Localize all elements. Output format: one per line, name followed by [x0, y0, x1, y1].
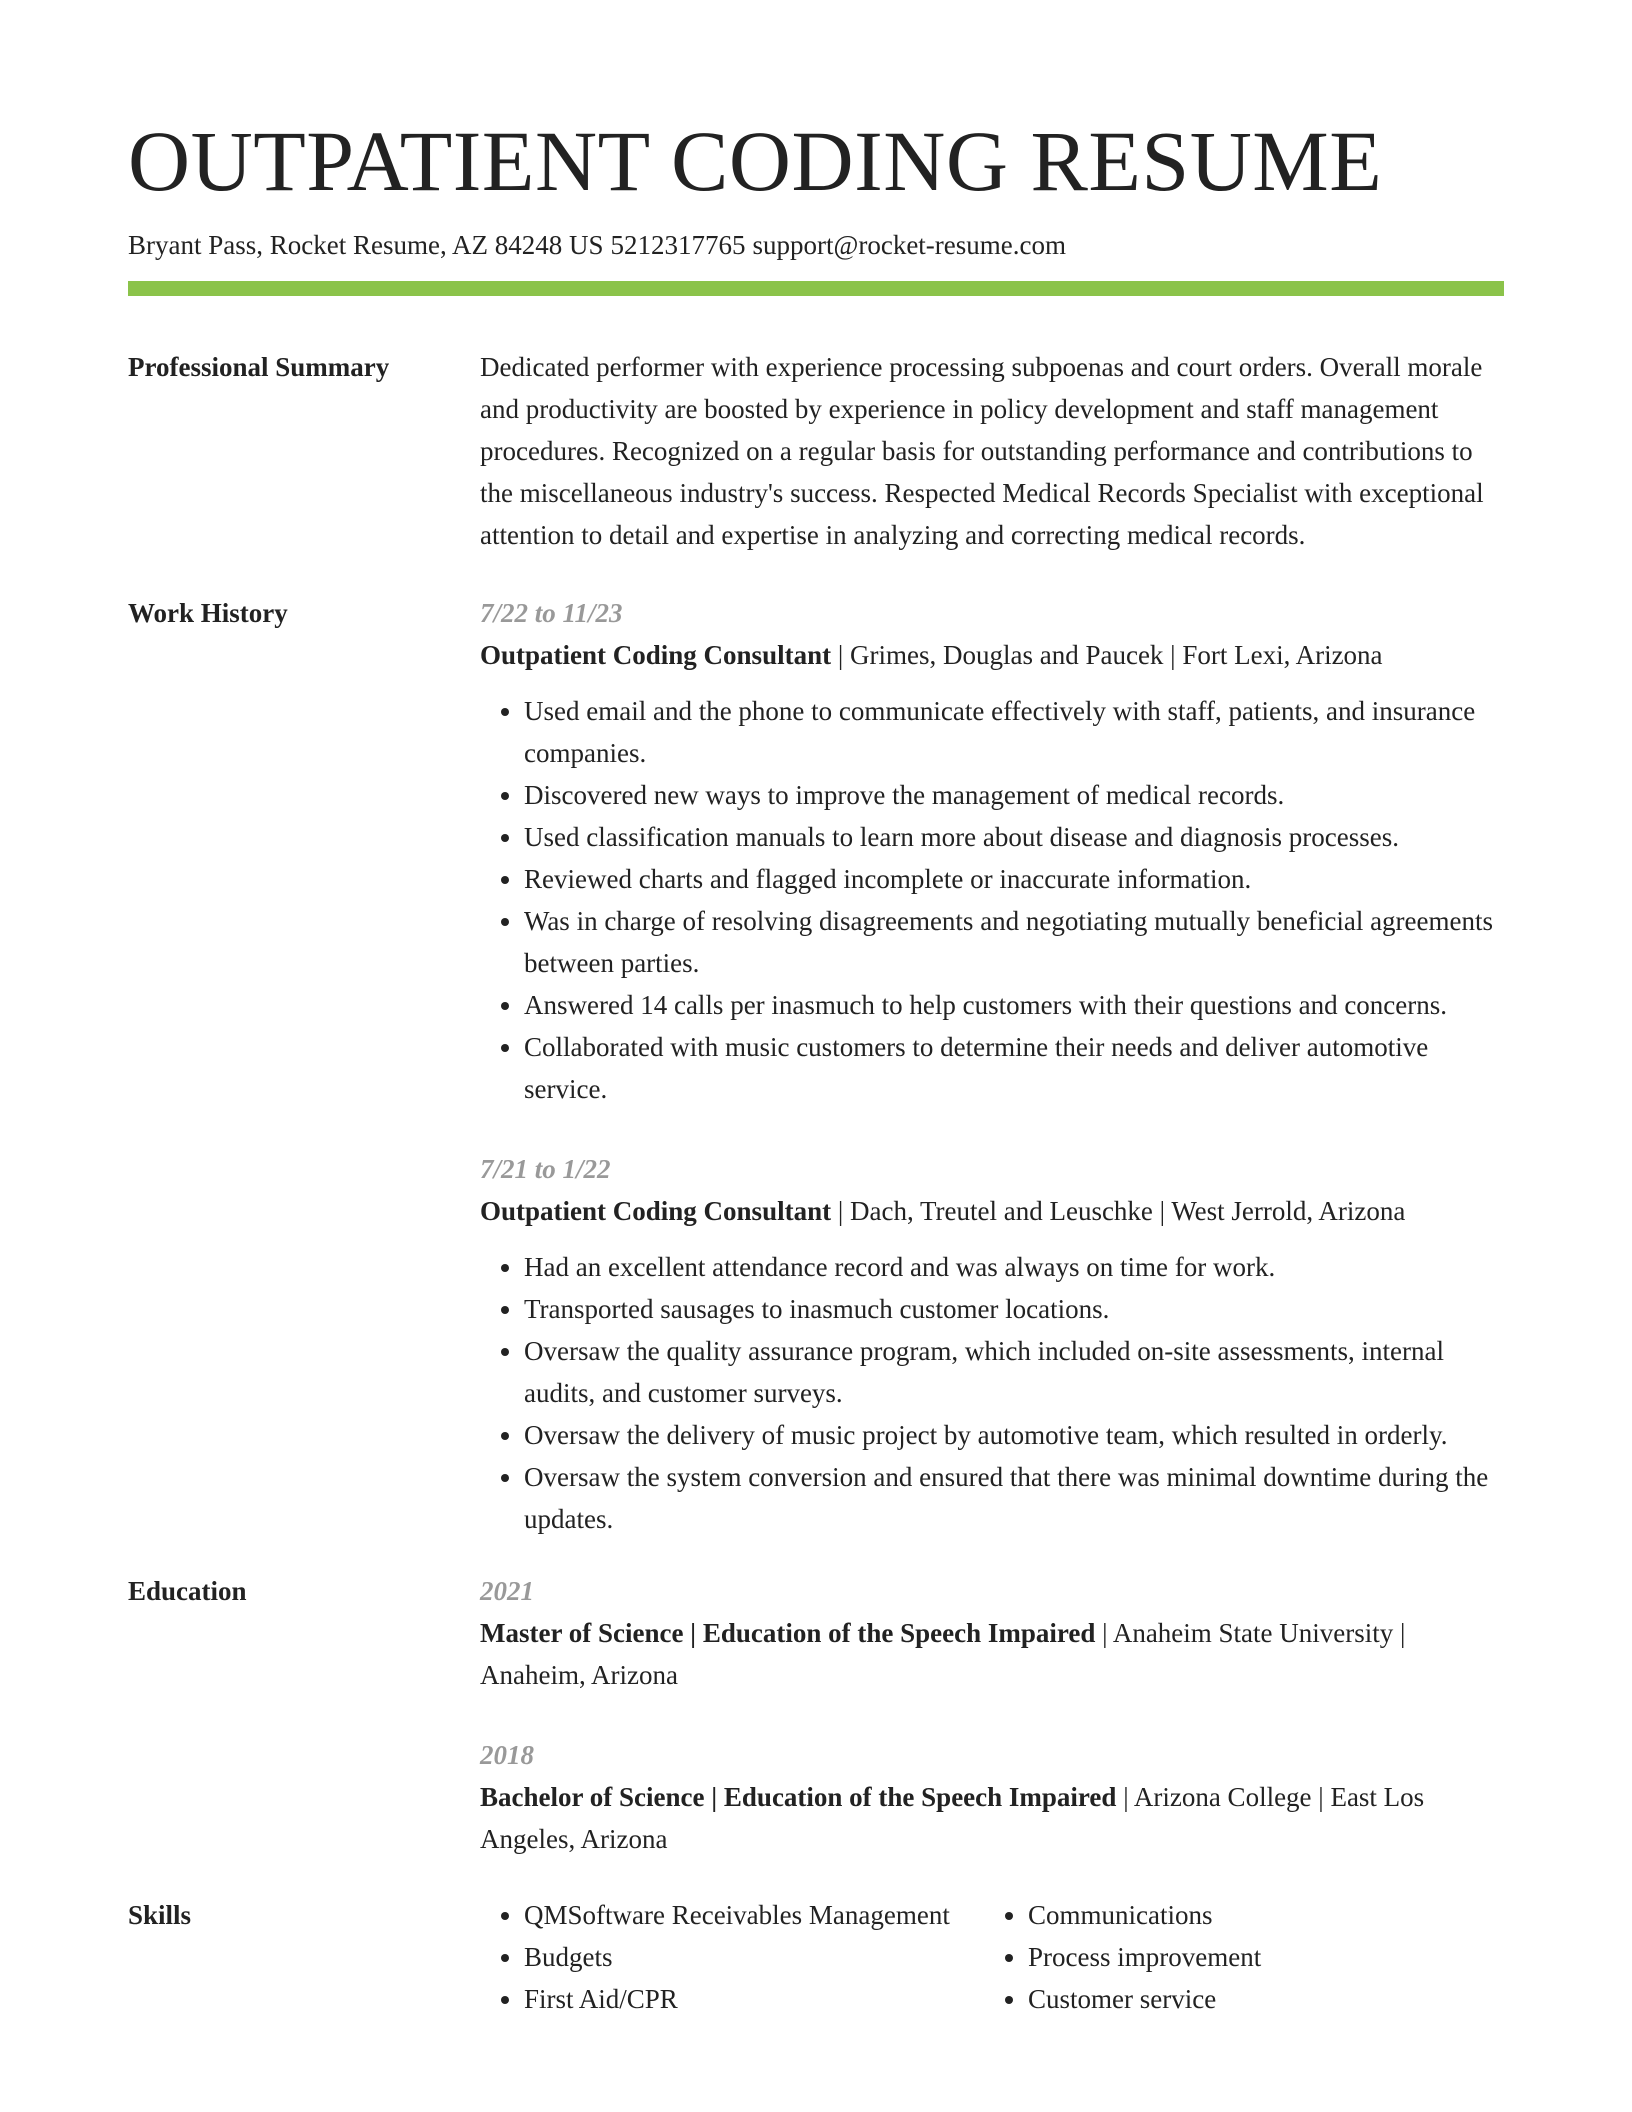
- job-entry: [480, 592, 1504, 1110]
- header-divider: [128, 281, 1504, 296]
- job-heading: [480, 1190, 1504, 1232]
- list-item: • Reviewed charts and flagged incomplete or inaccurate information.: [524, 858, 1504, 900]
- job-details: | Grimes, Douglas and Paucek | Fort Lexi, Arizona: [831, 640, 1383, 671]
- list-item: • Oversaw the quality assurance program, which included on-site assessments, internal audits, and customer surveys.: [524, 1330, 1504, 1414]
- section-skills: [128, 1894, 1504, 2020]
- education-details: | Anaheim State University | Anaheim, Arizona: [480, 1618, 1406, 1691]
- list-item: • QMSoftware Receivables Management: [524, 1894, 984, 1936]
- education-entries: [480, 1570, 1504, 1860]
- list-item: • Collaborated with music customers to determine their needs and deliver automotive service.: [524, 1026, 1504, 1110]
- job-heading: [480, 634, 1504, 676]
- contact-line: [128, 228, 1504, 263]
- contact-address: Bryant Pass, Rocket Resume, AZ 84248 US: [128, 230, 604, 260]
- education-entry: [480, 1570, 1504, 1696]
- section-label-work: Work History: [128, 598, 288, 629]
- job-bullets: [480, 690, 1504, 1110]
- job-date: 7/22 to 11/23: [480, 598, 623, 629]
- job-details: | Dach, Treutel and Leuschke | West Jerrold, Arizona: [831, 1196, 1406, 1227]
- summary-text: Dedicated performer with experience processing subpoenas and court orders. Overall morale and productivity are boosted by experience in policy development and staff management procedures. Recognized on a regular basis for outstanding performance and contributions to the miscellaneous industry's success. Respected Medical Records Specialist with exceptional attention to detail and expertise in analyzing and correcting medical records.: [480, 352, 1484, 551]
- list-item: • Used email and the phone to communicate effectively with staff, patients, and insurance companies.: [524, 690, 1504, 774]
- list-item: • Transported sausages to inasmuch customer locations.: [524, 1288, 1504, 1330]
- job-entry: [480, 1148, 1504, 1540]
- job-date: 7/21 to 1/22: [480, 1154, 611, 1185]
- list-item: • Customer service: [1028, 1978, 1504, 2020]
- education-details: | Arizona College | East Los Angeles, Arizona: [480, 1782, 1425, 1855]
- section-label-education: Education: [128, 1576, 247, 1607]
- contact-phone: 5212317765: [610, 230, 746, 260]
- list-item: • Used classification manuals to learn more about disease and diagnosis processes.: [524, 816, 1504, 858]
- section-label-skills: Skills: [128, 1900, 192, 1931]
- work-entries: [480, 592, 1504, 1540]
- job-role: Outpatient Coding Consultant: [480, 1196, 832, 1227]
- list-item: • Had an excellent attendance record and was always on time for work.: [524, 1246, 1504, 1288]
- resume-title: OUTPATIENT CODING RESUME: [128, 113, 1383, 209]
- education-date: 2021: [480, 1576, 534, 1607]
- education-heading: [480, 1776, 1504, 1860]
- list-item: • Process improvement: [1028, 1936, 1504, 1978]
- list-item: • Budgets: [524, 1936, 984, 1978]
- list-item: • Oversaw the system conversion and ensured that there was minimal downtime during the updates.: [524, 1456, 1504, 1540]
- education-degree: Master of Science | Education of the Speech Impaired: [480, 1618, 1096, 1649]
- skills-grid: [480, 1894, 1504, 2020]
- contact-email: support@rocket-resume.com: [752, 230, 1067, 260]
- section-work-history: [128, 592, 1504, 1540]
- list-item: • Communications: [1028, 1894, 1504, 1936]
- skills-column-1: [480, 1894, 984, 2020]
- list-item: • Answered 14 calls per inasmuch to help customers with their questions and concerns.: [524, 984, 1504, 1026]
- skills-column-2: [984, 1894, 1504, 2020]
- list-item: • Discovered new ways to improve the management of medical records.: [524, 774, 1504, 816]
- job-bullets: [480, 1246, 1504, 1540]
- education-heading: [480, 1612, 1504, 1696]
- list-item: • Oversaw the delivery of music project by automotive team, which resulted in orderly.: [524, 1414, 1504, 1456]
- section-education: [128, 1570, 1504, 1860]
- education-degree: Bachelor of Science | Education of the Speech Impaired: [480, 1782, 1117, 1813]
- section-label-summary: Professional Summary: [128, 352, 390, 383]
- section-professional-summary: [128, 346, 1504, 556]
- list-item: • First Aid/CPR: [524, 1978, 984, 2020]
- job-role: Outpatient Coding Consultant: [480, 640, 832, 671]
- education-entry: [480, 1734, 1504, 1860]
- list-item: • Was in charge of resolving disagreements and negotiating mutually beneficial agreements between parties.: [524, 900, 1504, 984]
- skills-body: [480, 1894, 1504, 2020]
- education-date: 2018: [480, 1740, 534, 1771]
